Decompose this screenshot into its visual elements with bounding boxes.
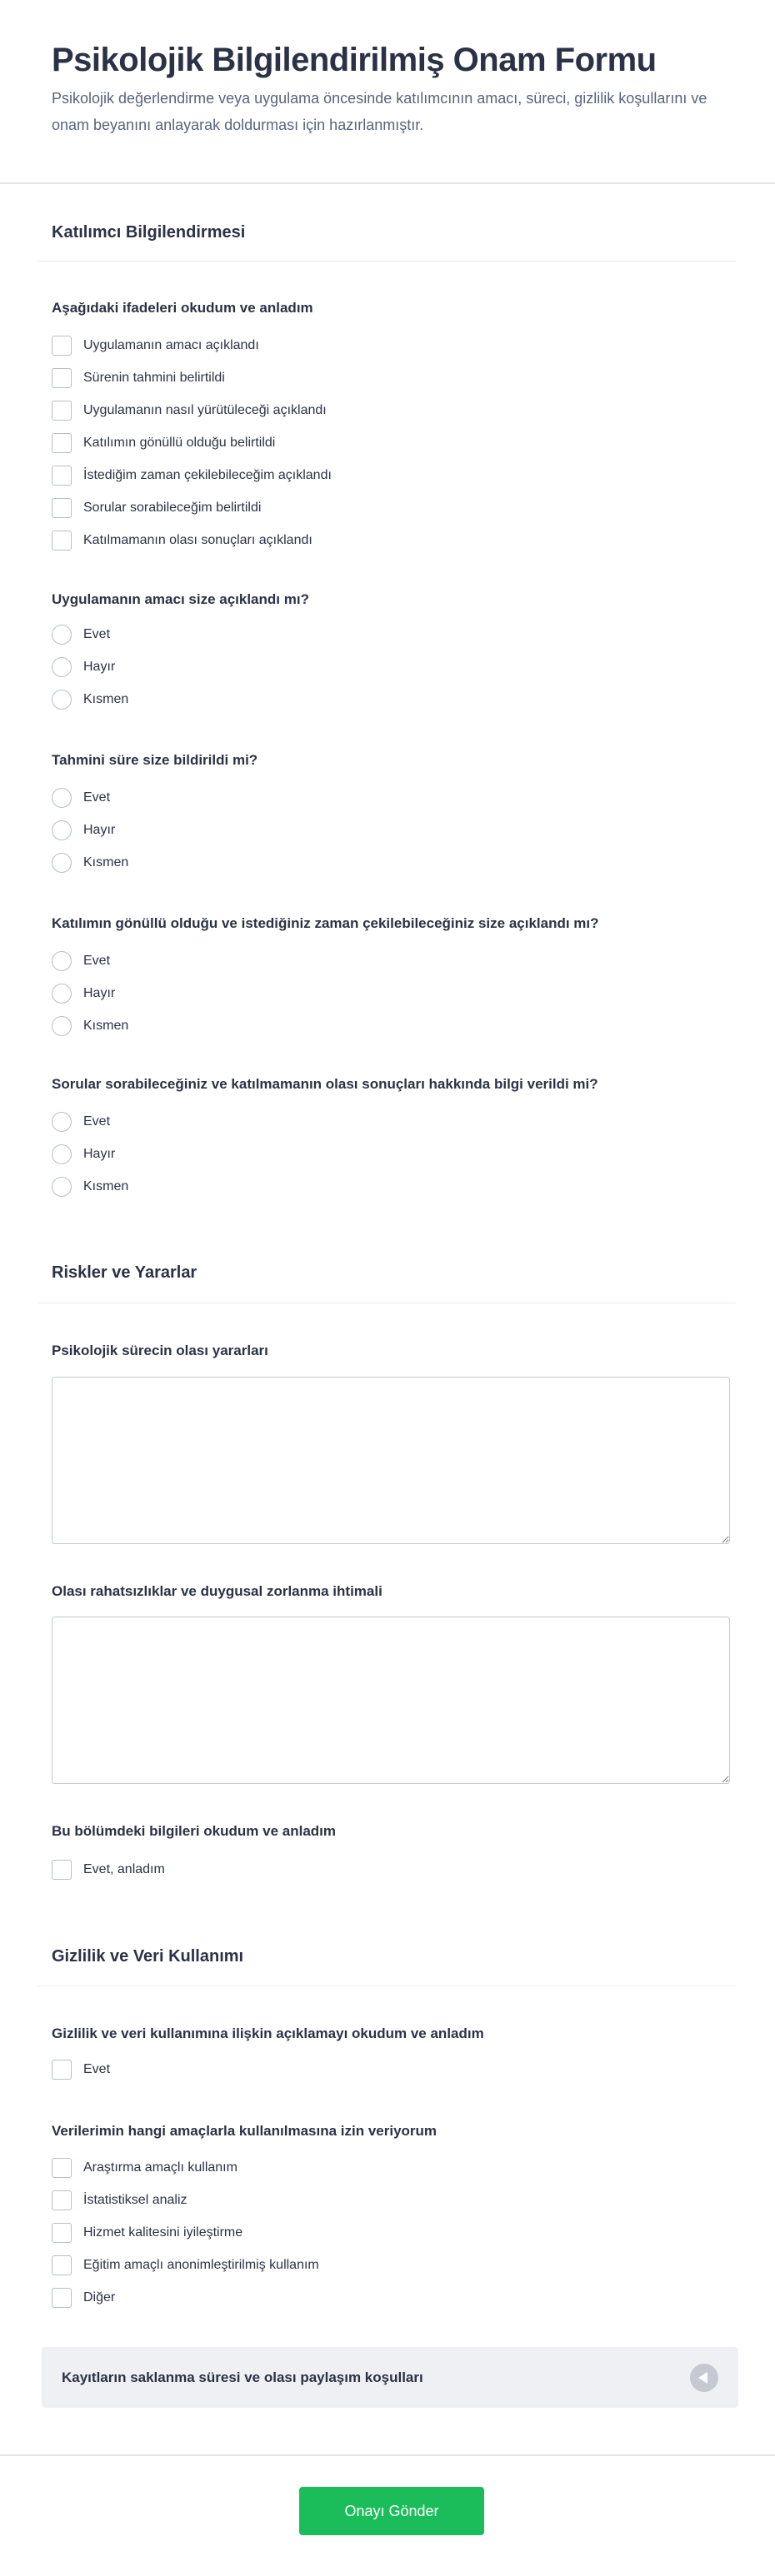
- option-label: Eğitim amaçlı anonimleştirilmiş kullanım: [83, 2258, 319, 2272]
- option-label: Araştırma amaçlı kullanım: [83, 2160, 238, 2175]
- radio-button[interactable]: [52, 820, 72, 840]
- checkbox-option[interactable]: [52, 2157, 238, 2179]
- option-label: Hayır: [83, 823, 116, 837]
- option-label: Evet: [83, 627, 111, 641]
- retention-collapsible[interactable]: [42, 2347, 738, 2408]
- option-label: İstatistiksel analiz: [83, 2193, 188, 2207]
- checkbox[interactable]: [52, 2158, 72, 2178]
- form-subtitle: Psikolojik değerlendirme veya uygulama öncesinde katılımcının amacı, süreci, gizlilik koşullarını ve onam beyanını anlayarak doldurması için hazırlanmıştır.: [52, 90, 708, 133]
- radio-option[interactable]: [52, 820, 115, 841]
- radio-button[interactable]: [52, 984, 72, 1004]
- checkbox[interactable]: [52, 2190, 72, 2210]
- answer-textarea[interactable]: [52, 1377, 730, 1544]
- footer-divider: [0, 2454, 775, 2456]
- section-title-privacy: Gizlilik ve Veri Kullanımı: [52, 1947, 244, 1966]
- option-label: Evet: [83, 1114, 111, 1129]
- radio-button[interactable]: [52, 657, 72, 677]
- option-label: Evet: [83, 2062, 111, 2076]
- checkbox[interactable]: [52, 466, 72, 486]
- option-label: Evet: [83, 954, 111, 968]
- checkbox[interactable]: [52, 2255, 72, 2275]
- checkbox-option[interactable]: [52, 2190, 188, 2211]
- radio-button[interactable]: [52, 1177, 72, 1197]
- checkbox-option[interactable]: [52, 2059, 110, 2080]
- question-label: Katılımın gönüllü olduğu ve istediğiniz zaman çekilebileceğiniz size açıklandı mı?: [52, 915, 599, 931]
- option-label: Hayır: [83, 1147, 116, 1161]
- answer-textarea[interactable]: [52, 1617, 730, 1784]
- option-label: Katılımın gönüllü olduğu belirtildi: [83, 436, 276, 450]
- radio-button[interactable]: [52, 951, 72, 971]
- radio-button[interactable]: [52, 690, 72, 710]
- radio-option[interactable]: [52, 1111, 110, 1133]
- checkbox-option[interactable]: [52, 400, 327, 421]
- checkbox-option[interactable]: [52, 530, 312, 551]
- option-label: Diğer: [83, 2290, 116, 2304]
- section-title-risks-benefits: Riskler ve Yararlar: [52, 1263, 198, 1282]
- option-label: İstediğim zaman çekilebileceğim açıklandı: [83, 468, 332, 482]
- submit-button[interactable]: Onayı Gönder: [299, 2487, 484, 2535]
- checkbox-option[interactable]: [52, 335, 259, 356]
- header-divider: [0, 182, 775, 184]
- radio-button[interactable]: [52, 788, 72, 808]
- option-label: Katılmamanın olası sonuçları açıklandı: [83, 533, 312, 547]
- checkbox[interactable]: [52, 401, 72, 421]
- question-label: Tahmini süre size bildirildi mi?: [52, 752, 258, 768]
- radio-option[interactable]: [52, 950, 110, 972]
- form-title: Psikolojik Bilgilendirilmiş Onam Formu: [52, 42, 657, 78]
- collapsible-label: Kayıtların saklanma süresi ve olası paylaşım koşulları: [62, 2369, 423, 2385]
- radio-option[interactable]: [52, 1015, 128, 1037]
- question-label: Bu bölümdeki bilgileri okudum ve anladım: [52, 1823, 336, 1839]
- radio-option[interactable]: [52, 689, 128, 710]
- checkbox-option[interactable]: [52, 2287, 115, 2309]
- checkbox-option[interactable]: [52, 465, 332, 486]
- radio-button[interactable]: [52, 625, 72, 645]
- caret-left-icon[interactable]: [690, 2364, 718, 2392]
- radio-option[interactable]: [52, 624, 110, 645]
- checkbox[interactable]: [52, 2223, 72, 2243]
- option-label: Evet: [83, 790, 111, 805]
- question-label: Olası rahatsızlıklar ve duygusal zorlanma ihtimali: [52, 1583, 382, 1599]
- radio-button[interactable]: [52, 1112, 72, 1132]
- option-label: Evet, anladım: [83, 1862, 165, 1876]
- checkbox[interactable]: [52, 498, 72, 518]
- question-label: Gizlilik ve veri kullanımına ilişkin açıklamayı okudum ve anladım: [52, 2025, 484, 2041]
- checkbox-option[interactable]: [52, 497, 261, 519]
- radio-button[interactable]: [52, 1144, 72, 1164]
- checkbox[interactable]: [52, 2288, 72, 2308]
- option-label: Sorular sorabileceğim belirtildi: [83, 501, 262, 515]
- option-label: Kısmen: [83, 1179, 129, 1193]
- option-label: Kısmen: [83, 1019, 129, 1033]
- radio-option[interactable]: [52, 787, 110, 809]
- radio-button[interactable]: [52, 853, 72, 873]
- checkbox[interactable]: [52, 531, 72, 551]
- section-title-participant-info: Katılımcı Bilgilendirmesi: [52, 223, 246, 242]
- option-label: Kısmen: [83, 855, 129, 869]
- question-label: Verilerimin hangi amaçlarla kullanılmasına izin veriyorum: [52, 2123, 438, 2139]
- checkbox-option[interactable]: [52, 2255, 319, 2276]
- checkbox[interactable]: [52, 336, 72, 356]
- radio-option[interactable]: [52, 983, 115, 1004]
- question-label: Psikolojik sürecin olası yararları: [52, 1343, 268, 1358]
- option-label: Sürenin tahmini belirtildi: [83, 371, 225, 385]
- checkbox[interactable]: [52, 433, 72, 453]
- checkbox[interactable]: [52, 1860, 72, 1880]
- option-label: Hizmet kalitesini iyileştirme: [83, 2225, 243, 2240]
- option-label: Uygulamanın nasıl yürütüleceği açıklandı: [83, 403, 327, 417]
- radio-option[interactable]: [52, 1144, 115, 1165]
- checkbox-option[interactable]: [52, 432, 275, 454]
- checkbox-option[interactable]: [52, 1859, 165, 1881]
- checkbox-option[interactable]: [52, 2222, 242, 2244]
- option-label: Hayır: [83, 986, 116, 1000]
- checkbox[interactable]: [52, 2060, 72, 2080]
- section-divider: [38, 261, 736, 262]
- radio-button[interactable]: [52, 1016, 72, 1036]
- checkbox[interactable]: [52, 368, 72, 388]
- question-label: Sorular sorabileceğiniz ve katılmamanın olası sonuçları hakkında bilgi verildi mi?: [52, 1076, 598, 1092]
- option-label: Uygulamanın amacı açıklandı: [83, 338, 259, 352]
- question-label: Uygulamanın amacı size açıklandı mı?: [52, 591, 309, 607]
- option-label: Hayır: [83, 660, 116, 674]
- question-label: Aşağıdaki ifadeleri okudum ve anladım: [52, 300, 313, 316]
- checkbox-option[interactable]: [52, 367, 225, 389]
- option-label: Kısmen: [83, 692, 129, 706]
- radio-option[interactable]: [52, 656, 115, 678]
- radio-option[interactable]: [52, 1176, 128, 1198]
- radio-option[interactable]: [52, 852, 128, 874]
